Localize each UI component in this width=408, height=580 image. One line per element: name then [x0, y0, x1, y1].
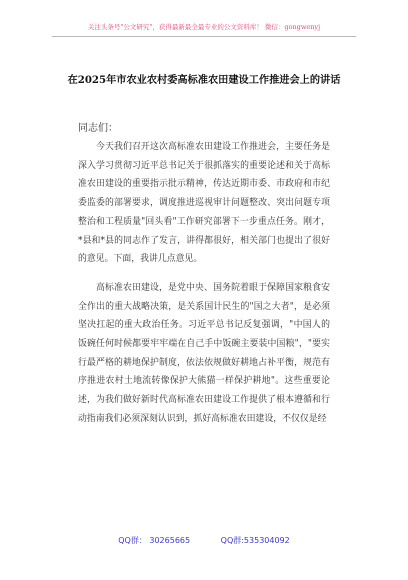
document-greeting: 同志们：: [78, 123, 118, 134]
footer-qq-group-2: QQ群:535304092: [220, 536, 290, 545]
body-paragraph-1: 今天我们召开这次高标准农田建设工作推进会，主要任务是深入学习贯彻习近平总书记关于很抓落实的重要论述和关于高标准农田建设的重要指示批示精神，传达近期市委、市政府和市纪委监委的部署要求，调度推进巡视审计问题整改、突出问题专项整治和工程质量"回头看"工作研究部署下一步重点任务。刚才，*县和*县的同志作了发言，讲得都很好，相关部门也提出了很好的意见。下面，我讲几点意见。: [78, 142, 330, 265]
header-promo-text: 关注头条号"公文研究"，获得最新最全最专业的公文资料库！ 微信：gongwenyj: [87, 23, 321, 31]
header-divider: [52, 36, 356, 37]
body-paragraph-2: 高标准农田建设，是党中央、国务院着眼于保障国家粮食安全作出的重大战略决策，是关系国计民生的"国之大者"，是必须坚决扛起的重大政治任务。习近平总书记反复强调，"中国人的饭碗任何时候都要牢牢端在自己手中饭碗主要装中国粮"，"要实行最严格的耕地保护制度，依法依规做好耕地占补平衡，规范有序推进农村土地流转像保护大熊猫一样保护耕地"。这些重要论述，为我们做好新时代高标准农田建设工作提供了根本遵循和行动指南我们必须深刻认识到，抓好高标准农田建设，不仅仅是经: [78, 282, 330, 424]
document-body: [78, 138, 330, 439]
page-footer: [0, 535, 408, 547]
page-header: [0, 22, 408, 32]
footer-qq-group-1: QQ群： 30265665: [118, 536, 191, 545]
document-title: 在2025年市农业农村委高标准农田建设工作推进会上的讲话: [67, 74, 341, 86]
